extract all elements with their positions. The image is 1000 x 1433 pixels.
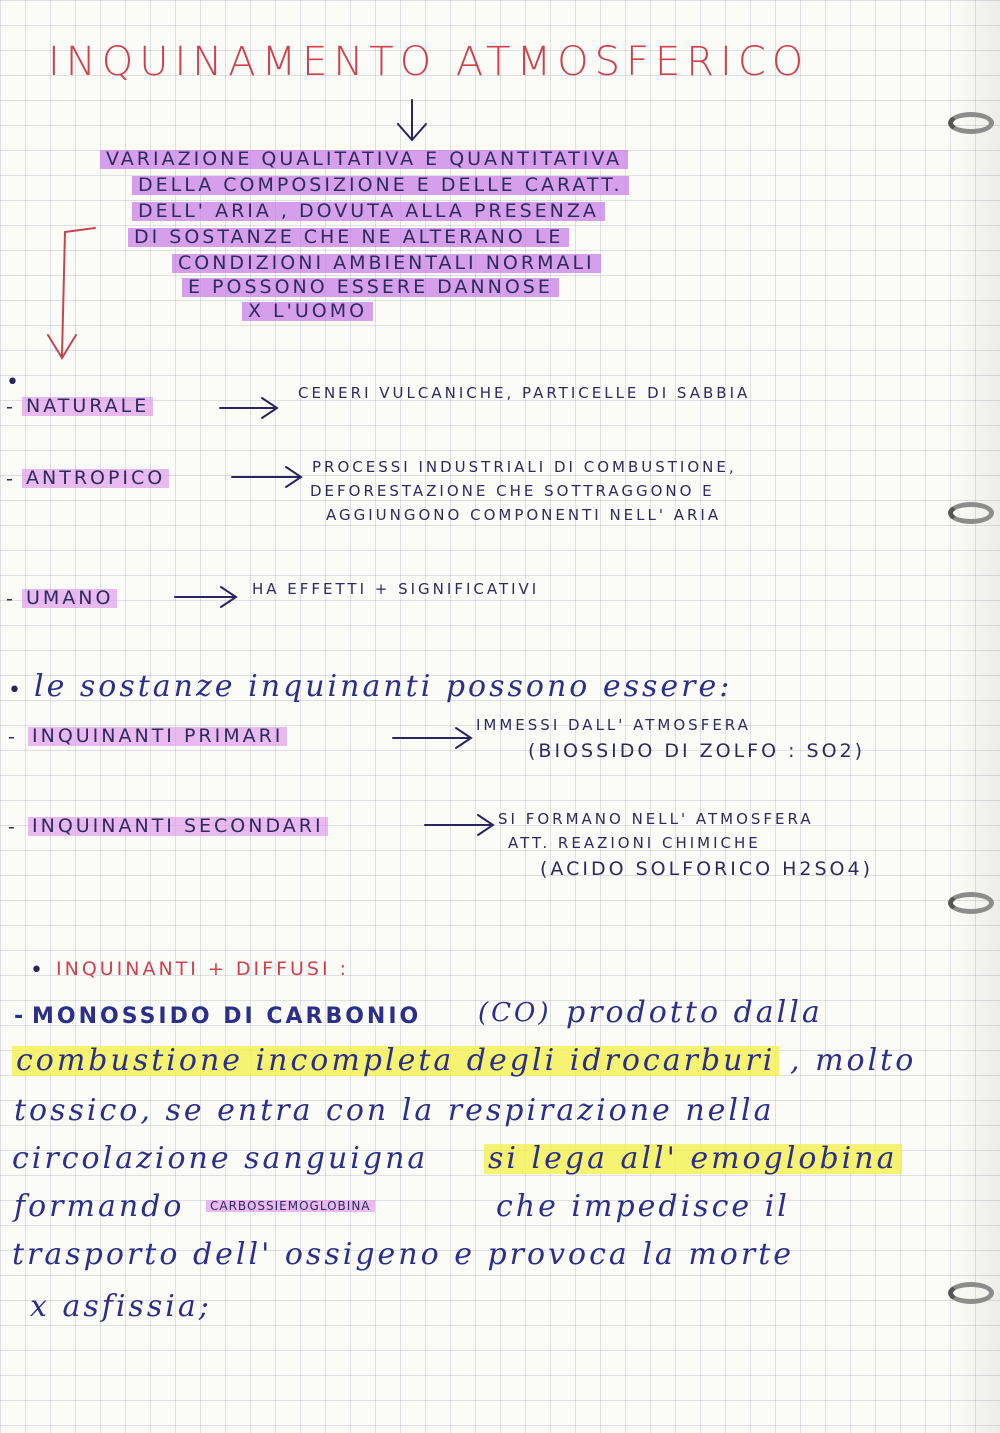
pollutant-desc: (ACIDO SOLFORICO H2SO4) <box>540 858 874 880</box>
pollutant-desc: IMMESSI DALL' ATMOSFERA <box>476 716 751 734</box>
pollutant-term: INQUINANTI PRIMARI <box>28 727 287 746</box>
bullet-icon: • <box>6 370 21 395</box>
source-term: ANTROPICO <box>22 469 169 488</box>
definition-line: X L'UOMO <box>242 302 373 321</box>
co-line: che impedisce il <box>496 1189 790 1224</box>
pollutant-desc: ATT. REAZIONI CHIMICHE <box>508 834 761 852</box>
definition-line: DI SOSTANZE CHE NE ALTERANO LE <box>128 228 569 247</box>
co-line: x asfissia; <box>30 1289 212 1324</box>
arrow-right-icon <box>425 815 493 835</box>
co-tag: CARBOSSIEMOGLOBINA <box>206 1200 375 1212</box>
dash-marker: - <box>6 396 16 418</box>
substances-intro: le sostanze inquinanti possono essere: <box>34 669 733 704</box>
co-line: prodotto dalla <box>566 995 823 1030</box>
co-term-dash: - <box>14 1004 27 1029</box>
co-formula: (CO) <box>478 998 552 1028</box>
source-desc: PROCESSI INDUSTRIALI DI COMBUSTIONE, <box>312 458 737 476</box>
down-arrow-icon <box>398 100 426 140</box>
definition-line: DELL' ARIA , DOVUTA ALLA PRESENZA <box>132 202 605 221</box>
pollutant-desc: SI FORMANO NELL' ATMOSFERA <box>498 810 814 828</box>
definition-line: CONDIZIONI AMBIENTALI NORMALI <box>172 254 601 273</box>
source-desc: CENERI VULCANICHE, PARTICELLE DI SABBIA <box>298 384 751 402</box>
source-desc: DEFORESTAZIONE CHE SOTTRAGGONO E <box>310 482 715 500</box>
source-term: NATURALE <box>22 397 153 416</box>
definition-line: DELLA COMPOSIZIONE E DELLE CARATT. <box>132 176 629 195</box>
pollutant-desc: (BIOSSIDO DI ZOLFO : SO2) <box>528 740 866 762</box>
arrow-right-icon <box>232 467 301 487</box>
co-line: , molto <box>790 1043 917 1078</box>
diffused-heading: INQUINANTI + DIFFUSI : <box>56 958 350 980</box>
bracket-arrow-icon <box>48 228 95 358</box>
co-line: formando <box>14 1189 185 1224</box>
source-term: UMANO <box>22 589 117 608</box>
co-term: MONOSSIDO DI CARBONIO <box>32 1004 422 1029</box>
page-title: INQUINAMENTO ATMOSFERICO <box>48 39 810 85</box>
dash-marker: - <box>8 816 18 838</box>
bullet-icon: • <box>8 678 23 703</box>
source-desc: HA EFFETTI + SIGNIFICATIVI <box>252 580 540 598</box>
source-desc: AGGIUNGONO COMPONENTI NELL' ARIA <box>326 506 722 524</box>
definition-line: VARIAZIONE QUALITATIVA E QUANTITATIVA <box>100 150 628 169</box>
co-line: trasporto dell' ossigeno e provoca la morte <box>12 1237 794 1272</box>
co-highlight: combustione incompleta degli idrocarburi <box>12 1046 779 1076</box>
co-line: tossico, se entra con la respirazione nella <box>14 1093 775 1128</box>
co-line: circolazione sanguigna <box>12 1141 429 1176</box>
arrow-right-icon <box>393 728 471 748</box>
dash-marker: - <box>6 468 16 490</box>
definition-line: E POSSONO ESSERE DANNOSE <box>182 278 559 297</box>
arrow-right-icon <box>220 398 277 418</box>
arrow-right-icon <box>175 587 236 607</box>
dash-marker: - <box>6 588 16 610</box>
pollutant-term: INQUINANTI SECONDARI <box>28 817 328 836</box>
dash-marker: - <box>8 726 18 748</box>
bullet-icon: • <box>30 958 45 983</box>
co-highlight: si lega all' emoglobina <box>484 1144 902 1174</box>
